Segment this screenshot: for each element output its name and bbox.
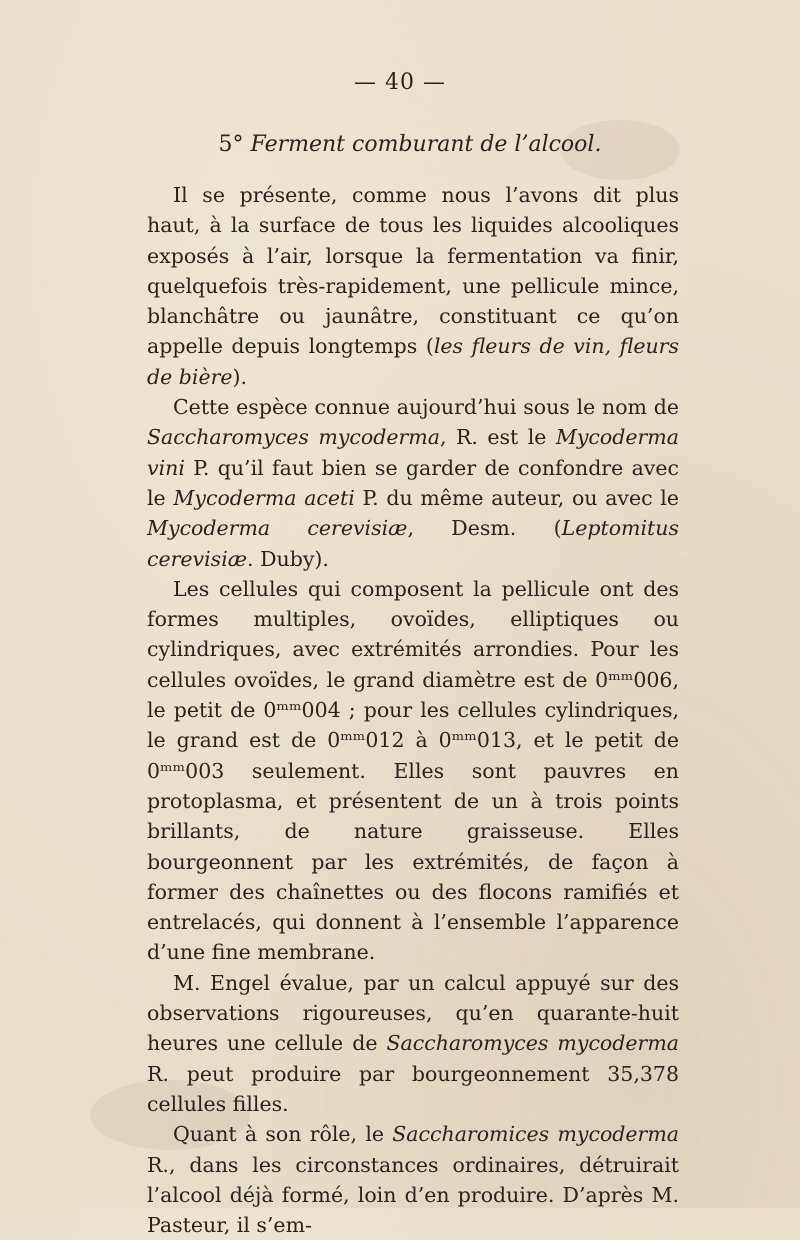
italic-run: Saccharomyces mycoderma [386, 1031, 679, 1056]
paragraph [147, 180, 679, 392]
text-run: Il se présente, comme nous l’avons dit plus haut, à la surface de tous les liquides alcooliques exposés à l’air, lorsque la fermentation va finir, quelquefois très-rapidement, une pellicule mince, blanchâtre ou jaunâtre, constituant ce qu’on appelle depuis longtemps ( [147, 183, 679, 359]
italic-run: Saccharomices mycoderma [392, 1122, 680, 1147]
text-run: , Desm. ( [407, 516, 562, 541]
italic-run: Saccharomyces mycoderma [147, 425, 440, 450]
section-number: 5° [218, 132, 244, 157]
text-run: R., dans les circonstances ordinaires, détruirait l’alcool déjà formé, loin d’en produire. D’après M. Pasteur, il s’em- [147, 1152, 679, 1238]
text-run: . Duby). [247, 546, 329, 571]
italic-run: les fleurs de vin, fleurs de bière [147, 334, 679, 389]
text-run: Cette espèce connue aujourd’hui sous le nom de [173, 395, 679, 420]
italic-run: Mycoderma vini [147, 425, 679, 480]
text-run: M. Engel évalue, par un calcul appuyé sur des observations rigoureuses, qu’en quarante-huit heures une cellule de [147, 970, 679, 1056]
text-run: R. peut produire par bourgeonnement 35,378 cellules filles. [147, 1061, 679, 1116]
italic-run: Mycoderma cerevisiæ [147, 516, 408, 541]
paragraph [147, 392, 679, 574]
paragraph: Les cellules qui composent la pellicule ont des formes multiples, ovoïdes, elliptiques ou cylindriques, avec extrémités arrondies. Pour les cellules ovoïdes, le grand diamètre est de 0ᵐᵐ006, le petit de 0ᵐᵐ004 ; pour les cellules cylindriques, le grand est de 0ᵐᵐ012 à 0ᵐᵐ013, et le petit de 0ᵐᵐ003 seulement. Elles sont pauvres en protoplasma, et présentent de un à trois points brillants, de nature graisseuse. Elles bourgeonnent par les extrémités, de façon à former des chaînettes ou des flocons ramifiés et entrelacés, qui donnent à l’ensemble l’apparence d’une fine membrane. [147, 576, 679, 965]
italic-run: Mycoderma aceti [173, 485, 355, 510]
text-run: , R. est le [439, 425, 556, 450]
text-run: ). [232, 364, 248, 389]
paragraph [147, 968, 679, 1119]
text-run: P. du même auteur, ou avec le [354, 485, 679, 510]
paragraph [147, 1119, 679, 1240]
italic-run: Leptomitus cerevisiæ [147, 516, 679, 571]
text-run: P. qu’il faut bien se garder de confondre avec le [147, 455, 679, 510]
text-run: Quant à son rôle, le [173, 1122, 393, 1147]
section-title-text: Ferment comburant de l’alcool. [250, 132, 602, 157]
page-number: — 40 — [354, 70, 446, 95]
body-text [147, 180, 679, 1240]
section-heading [0, 132, 800, 157]
